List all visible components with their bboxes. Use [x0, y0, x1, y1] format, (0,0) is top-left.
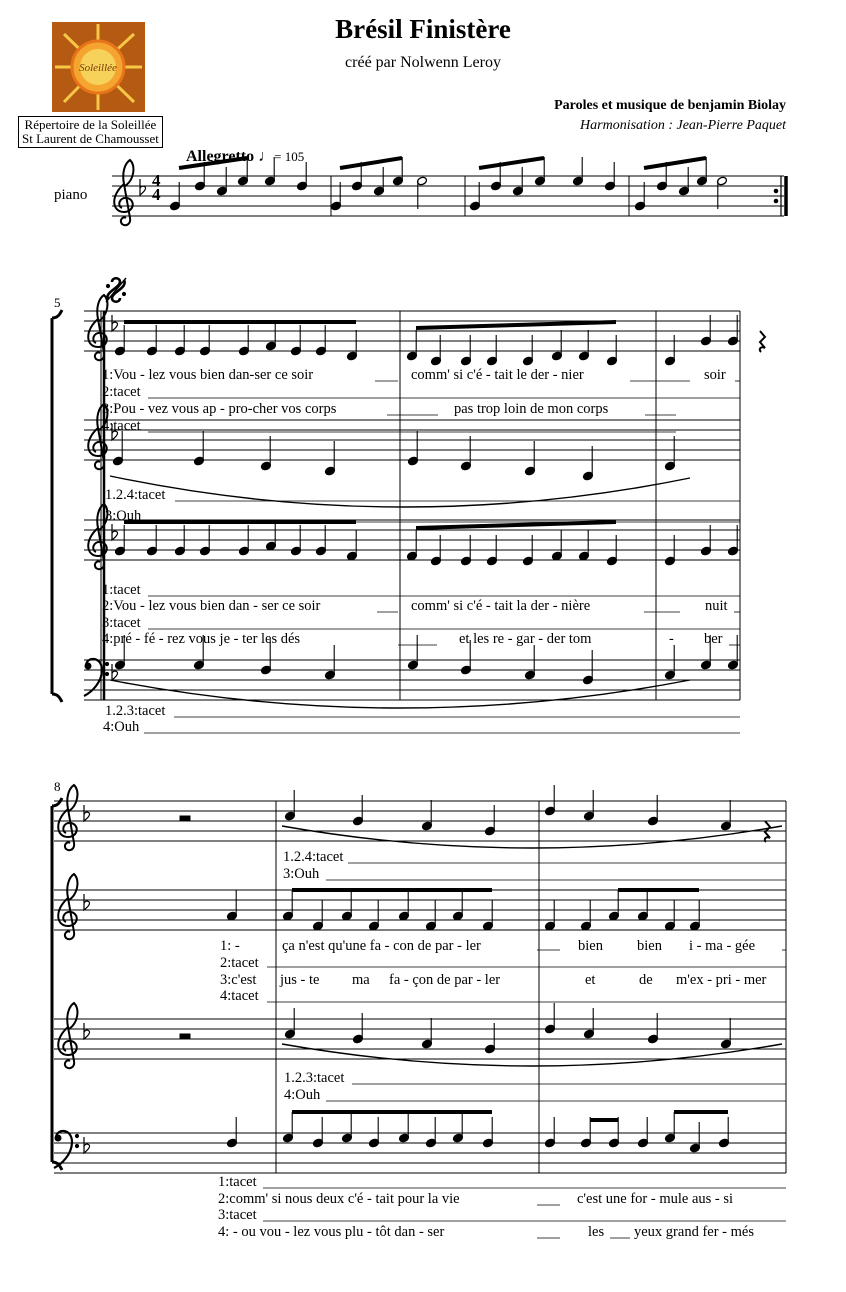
measure-number: 5 — [54, 295, 61, 310]
lyric-line: 3:c'est — [220, 972, 257, 988]
lyric-line: jus - te — [280, 972, 320, 988]
lyric-line: ça n'est qu'une fa - con de par - ler — [282, 938, 481, 954]
lyric-line: c'est une for - mule aus - si — [577, 1191, 734, 1207]
lyric-line: 1: - — [220, 938, 240, 954]
lyric-line: 4:Ouh — [103, 719, 140, 735]
quarter-note-icon: ♩ — [258, 148, 275, 165]
lyric-line: comm' si c'é - tait la der - nière — [411, 598, 591, 614]
lyric-line: - — [669, 631, 674, 647]
slur — [282, 1044, 782, 1066]
lyric-line: 3:tacet — [102, 615, 141, 631]
lyric-line: 2:Vou - lez vous bien dan - ser ce soir — [102, 598, 321, 614]
metronome-value: = 105 — [274, 149, 305, 164]
arranger-credit: Harmonisation : Jean-Pierre Paquet — [580, 118, 786, 133]
lyric-line: 1.2.3:tacet — [284, 1070, 345, 1086]
treble-clef — [58, 874, 77, 939]
lyric-line: m'ex - pri - mer — [676, 972, 767, 988]
note-beam — [644, 158, 706, 168]
lyric-line: 1:Vou - lez vous bien dan-ser ce soir — [102, 367, 314, 383]
lyric-line: et les re - gar - der tom — [459, 631, 592, 647]
treble-clef — [114, 160, 133, 225]
repertoire-box — [18, 116, 163, 148]
time-sig-bottom: 4 — [152, 185, 161, 204]
flat-key — [112, 524, 118, 540]
lyric-line: fa - çon de par - ler — [389, 972, 501, 988]
lyric-line: 4:Ouh — [284, 1087, 321, 1103]
treble-clef — [58, 785, 77, 850]
lyric-line: ber — [704, 631, 723, 647]
lyric-line: 3:tacet — [218, 1207, 257, 1223]
lyric-line: 2:tacet — [102, 384, 141, 400]
lyric-line: 3:Ouh — [283, 866, 320, 882]
lyric-line: 1.2.4:tacet — [105, 487, 166, 503]
lyric-line: les — [588, 1224, 605, 1240]
lyric-line: 4:pré - fé - rez vous je - ter les dés — [102, 631, 301, 647]
repertoire-line-2: St Laurent de Chamousset — [22, 131, 159, 146]
lyric-line: comm' si c'é - tait le der - nier — [411, 367, 584, 383]
svg-text:Soleillée: Soleillée — [79, 62, 117, 74]
treble-clef — [58, 1003, 77, 1068]
lyric-line: et — [585, 972, 596, 988]
credits — [554, 96, 786, 136]
lyric-line: 4: - ou vou - lez vous plu - tôt dan - ser — [218, 1224, 445, 1240]
lyric-line: 1.2.3:tacet — [105, 703, 166, 719]
system-bracket — [52, 798, 62, 1170]
tempo-marking — [186, 148, 304, 166]
repeat-dot — [774, 189, 778, 193]
tempo-text: Allegretto — [186, 148, 255, 165]
lyric-line: de — [639, 972, 653, 988]
note-beam — [479, 158, 544, 168]
lyric-line: 2:comm' si nous deux c'é - tait pour la vie — [218, 1191, 460, 1207]
composer-credit: Paroles et musique de benjamin Biolay — [554, 98, 786, 113]
lyric-line: 3:Pou - vez vous ap - pro-cher vos corps — [102, 401, 337, 417]
time-signature — [152, 171, 161, 204]
lyric-line: pas trop loin de mon corps — [454, 401, 609, 417]
lyric-line: 1.2.4:tacet — [283, 849, 344, 865]
score-title: Brésil Finistère — [335, 14, 511, 44]
segno-icon — [106, 278, 126, 302]
flat-key — [84, 1023, 90, 1039]
measure-number: 8 — [54, 779, 61, 794]
lyric-line: 4:tacet — [220, 988, 259, 1004]
flat-key — [140, 179, 146, 195]
lyric-line: bien — [637, 938, 662, 954]
flat-key — [84, 805, 90, 821]
lyric-line: 3:Ouh — [105, 508, 142, 524]
lyric-line: ma — [352, 972, 370, 988]
lyric-line: soir — [704, 367, 726, 383]
flat-key — [112, 315, 118, 331]
repeat-dot — [774, 199, 778, 203]
slur — [282, 826, 782, 848]
rest — [180, 816, 190, 820]
rest — [180, 1034, 190, 1038]
lyric-line: i - ma - gée — [689, 938, 756, 954]
lyric-line: 1:tacet — [102, 582, 141, 598]
lyric-line: 2:tacet — [220, 955, 259, 971]
repertoire-line-1: Répertoire de la Soleillée — [24, 117, 157, 132]
flat-key — [84, 894, 90, 910]
lyric-line: yeux grand fer - més — [634, 1224, 754, 1240]
lyric-line: 1:tacet — [218, 1174, 257, 1190]
instrument-label: piano — [54, 187, 88, 203]
score-subtitle: créé par Nolwenn Leroy — [345, 54, 501, 71]
note-beam — [416, 522, 616, 528]
flat-key — [84, 1137, 90, 1153]
note-beam — [416, 322, 616, 328]
time-sig-top: 4 — [152, 171, 161, 190]
system-bracket — [52, 310, 62, 702]
lyric-line: bien — [578, 938, 603, 954]
lyric-line: 4:tacet — [102, 418, 141, 434]
lyric-line: nuit — [705, 598, 728, 614]
rest — [760, 331, 765, 352]
note-beam — [340, 158, 402, 168]
